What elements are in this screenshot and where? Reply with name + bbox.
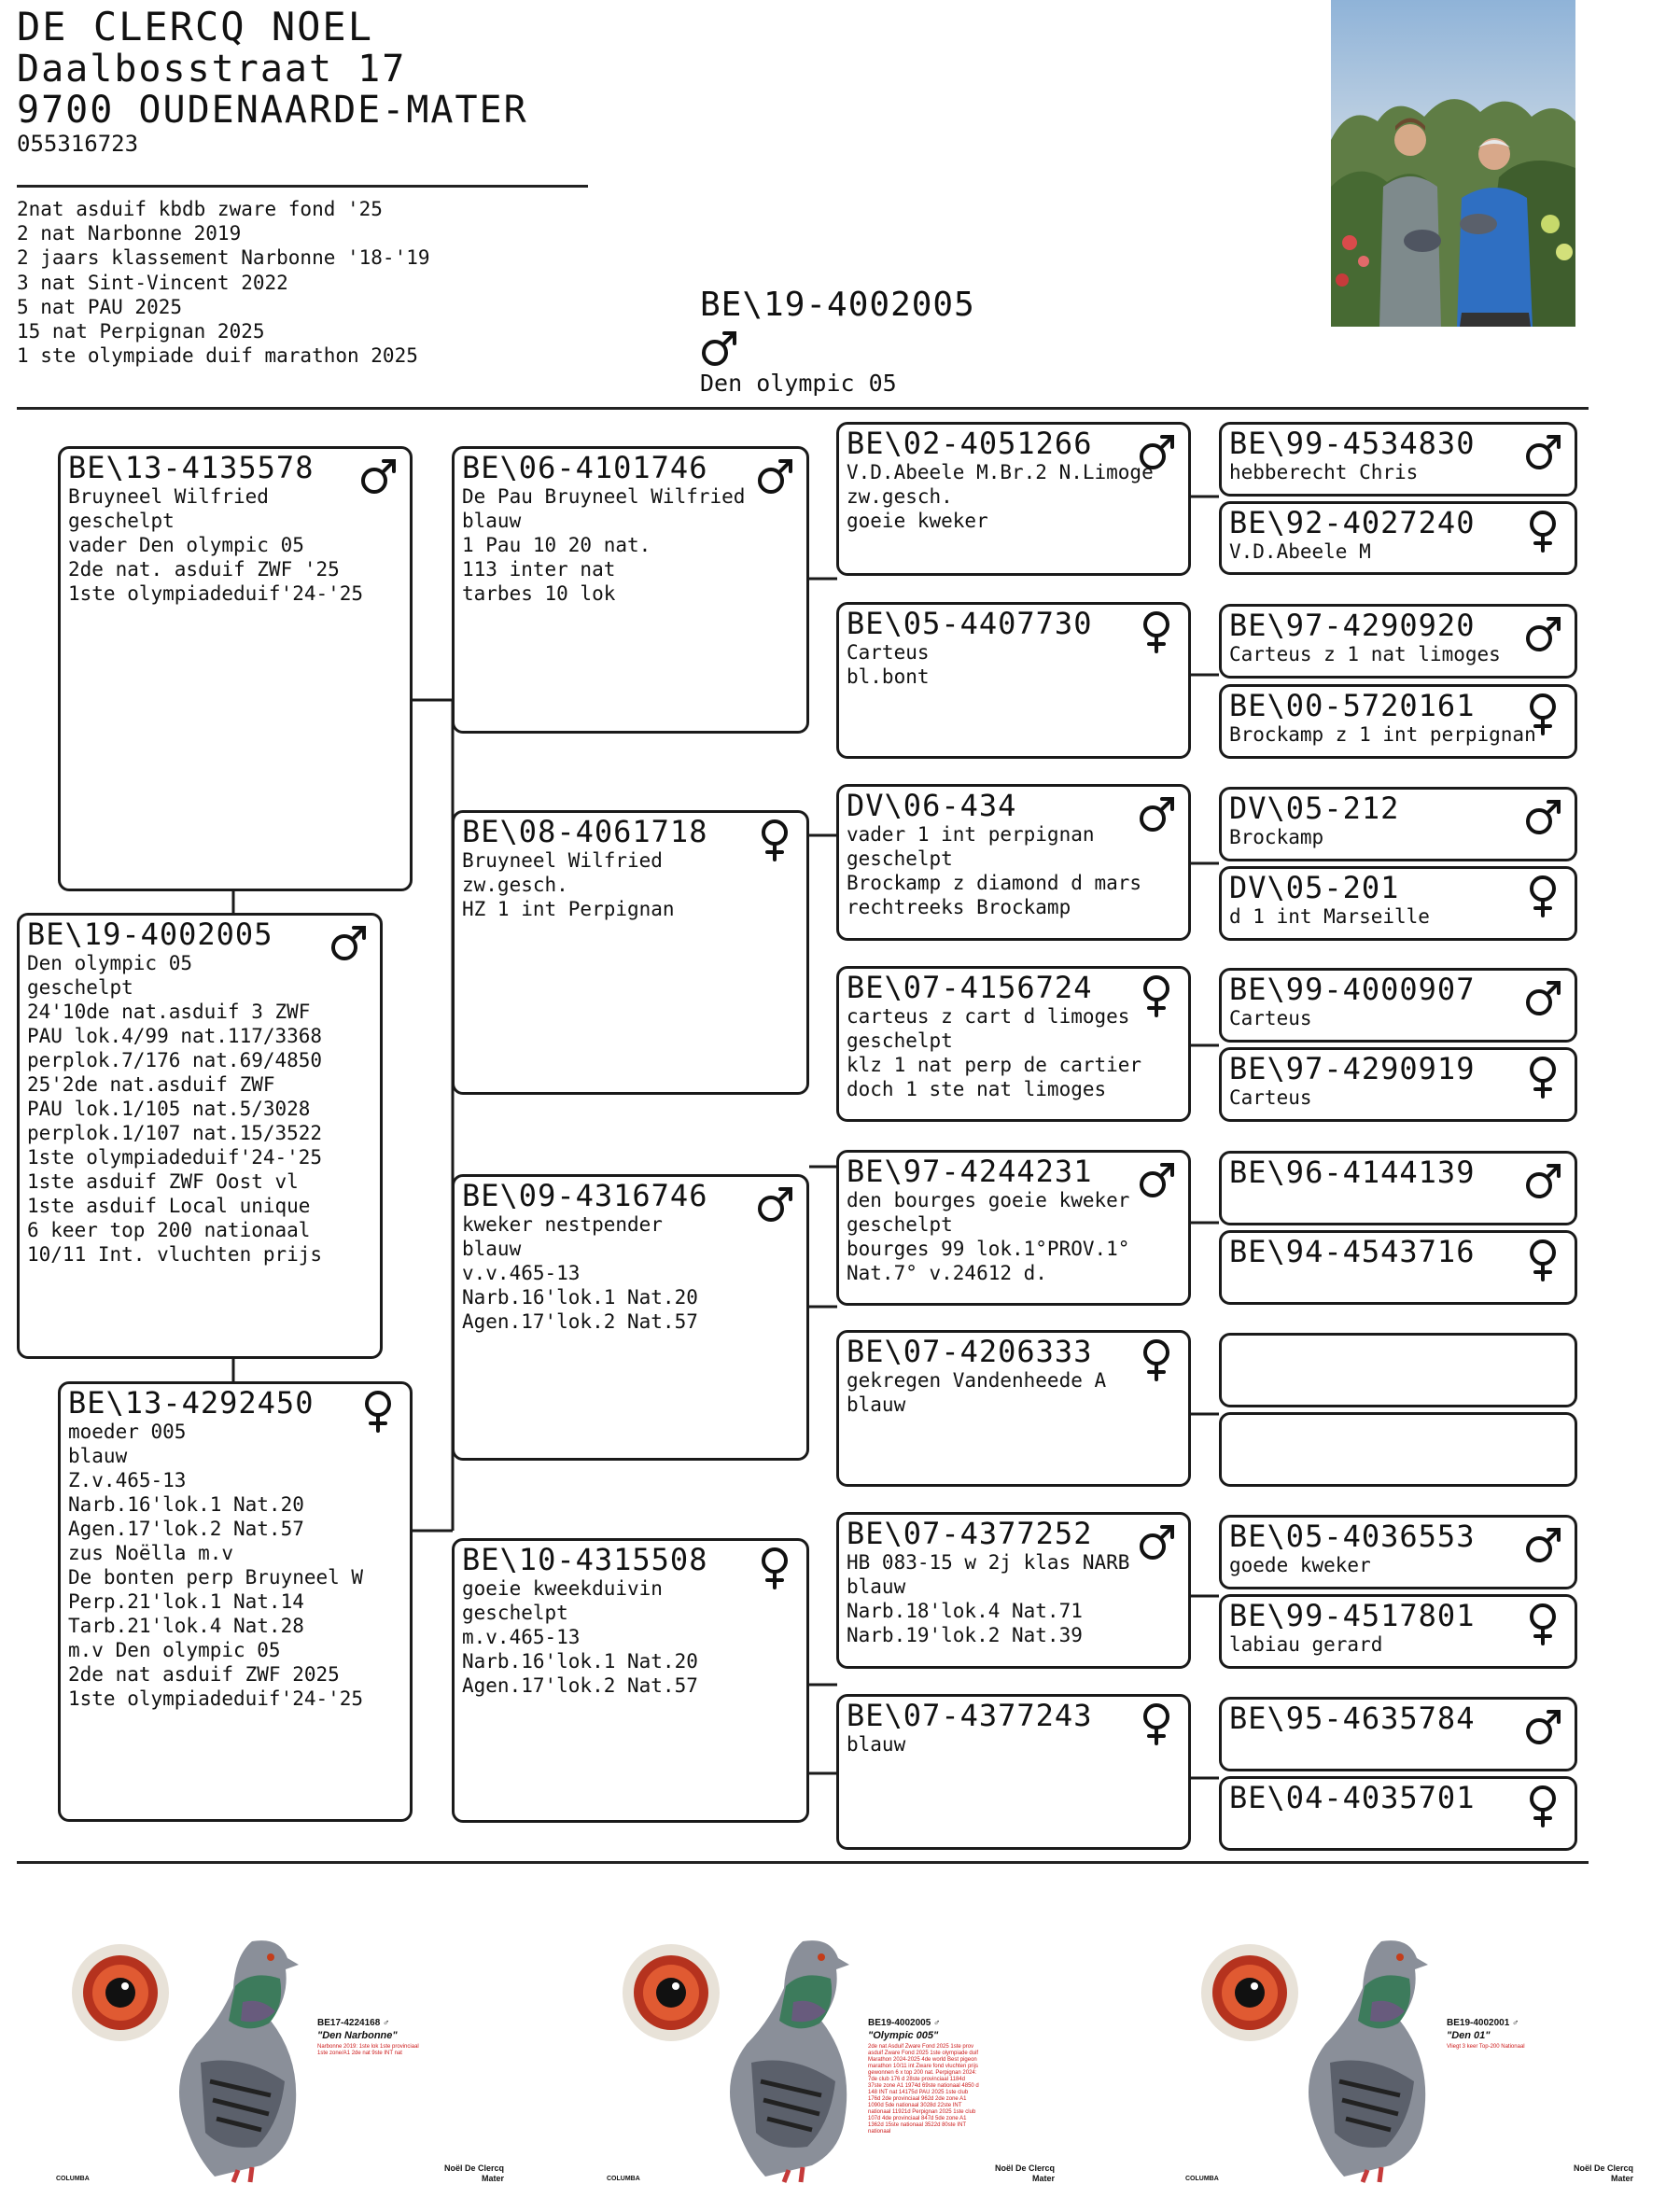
info-line: HZ 1 int Perpignan	[462, 898, 675, 920]
female-symbol-icon	[1524, 693, 1561, 735]
pedigree-box-great-grandparent	[836, 1150, 1191, 1306]
info-line: 24'10de nat.asduif 3 ZWF	[27, 1001, 311, 1023]
pedigree-box-great-great-grandparent	[1219, 1333, 1577, 1407]
pedigree-box-great-grandparent	[836, 1694, 1191, 1850]
male-symbol-icon	[756, 1183, 793, 1225]
info-line: 1ste asduif ZWF Oost vl	[27, 1170, 299, 1193]
info-line: Narb.19'lok.2 Nat.39	[847, 1624, 1083, 1646]
ring-number: BE\13-4292450	[68, 1385, 315, 1421]
info-line: 25'2de nat.asduif ZWF	[27, 1073, 275, 1096]
pedigree-box-grandparent	[452, 446, 809, 734]
info-line: Agen.17'lok.2 Nat.57	[462, 1674, 698, 1697]
ring-number: DV\06-434	[847, 788, 1017, 823]
ring-number: BE\94-4543716	[1229, 1234, 1476, 1269]
owner-city: 9700 OUDENAARDE-MATER	[17, 89, 528, 132]
info-line: 10/11 Int. vluchten prijs	[27, 1243, 323, 1266]
pedigree-box-dam	[58, 1381, 413, 1822]
subject-name: Den olympic 05	[700, 370, 897, 397]
info-line: 113 inter nat	[462, 558, 616, 581]
info-line: rechtreeks Brockamp	[847, 896, 1071, 918]
info-line: 1ste olympiadeduif'24-'25	[68, 1687, 364, 1710]
ring-number: BE\06-4101746	[462, 450, 708, 485]
info-line: V.D.Abeele M.Br.2 N.Limoge	[847, 461, 1154, 483]
info-line: tarbes 10 lok	[462, 582, 616, 605]
info-line: Brockamp z 1 int perpignan	[1229, 723, 1536, 746]
info-line: Carteus z 1 nat limoges	[1229, 643, 1501, 665]
info-line: blauw	[68, 1445, 128, 1467]
female-symbol-icon	[1524, 510, 1561, 553]
achievement-item: 5 nat PAU 2025	[17, 295, 183, 318]
card-ring-number: BE19-4002005 ♂	[868, 2018, 941, 2028]
info-line: Narb.16'lok.1 Nat.20	[462, 1286, 698, 1309]
ring-number: BE\04-4035701	[1229, 1780, 1476, 1815]
info-line: PAU lok.1/105 nat.5/3028	[27, 1098, 311, 1120]
info-line: V.D.Abeele M	[1229, 540, 1371, 563]
info-line: geschelpt	[27, 976, 133, 999]
info-line: Nat.7° v.24612 d.	[847, 1262, 1047, 1284]
info-line: vader Den olympic 05	[68, 534, 304, 556]
info-line: geschelpt	[462, 1602, 568, 1624]
card-brand-logo: COLUMBA	[56, 2176, 90, 2182]
card-ring-number: BE17-4224168 ♂	[317, 2018, 390, 2028]
info-line: zus Noëlla m.v	[68, 1542, 234, 1564]
info-line: 1ste asduif Local unique	[27, 1195, 311, 1217]
ring-number: BE\97-4244231	[847, 1154, 1093, 1189]
pedigree-box-great-great-grandparent	[1219, 1412, 1577, 1487]
info-line: 1ste olympiadeduif'24-'25	[27, 1146, 323, 1169]
pigeon-illustration	[1260, 1932, 1475, 2184]
male-symbol-icon	[1524, 430, 1561, 473]
info-line: goede kweker	[1229, 1554, 1371, 1576]
info-line: De bonten perp Bruyneel W	[68, 1566, 364, 1589]
info-line: vader 1 int perpignan	[847, 823, 1095, 846]
card-owner-label: Noël De Clercq Mater	[443, 2163, 504, 2183]
pigeon-illustration	[131, 1932, 345, 2184]
info-line: HB 083-15 w 2j klas NARB	[847, 1551, 1130, 1574]
info-line: Agen.17'lok.2 Nat.57	[68, 1518, 304, 1540]
info-line: Carteus	[847, 641, 930, 664]
info-line: Narb.16'lok.1 Nat.20	[68, 1493, 304, 1516]
pedigree-box-great-great-grandparent	[1219, 501, 1577, 575]
ring-number: BE\99-4517801	[1229, 1598, 1476, 1633]
info-line: blauw	[462, 1238, 522, 1260]
achievement-item: 15 nat Perpignan 2025	[17, 320, 265, 343]
ring-number: BE\07-4377243	[847, 1698, 1093, 1733]
info-line: Narb.16'lok.1 Nat.20	[462, 1650, 698, 1673]
pigeon-card-narbonne	[28, 1904, 551, 2193]
info-line: Brockamp z diamond d mars	[847, 872, 1142, 894]
card-brand-logo: COLUMBA	[1185, 2176, 1219, 2182]
info-line: 1ste olympiadeduif'24-'25	[68, 582, 364, 605]
ring-number: BE\99-4000907	[1229, 972, 1476, 1007]
info-line: blauw	[462, 510, 522, 532]
info-line: kweker nestpender	[462, 1213, 663, 1236]
info-line: 2de nat. asduif ZWF '25	[68, 558, 340, 581]
card-results-text: 2de nat Asduif Zware Fond 2025 1ste prov asduif Zware Fond 2025 1ste olympiade duif Marathon 2024-2025 4de world Best pigeon marathon 10/11 int Zware fond vluchten prijs gewonnen 6 x top 200 nat. Perpignan 2024: 7de club 176 d 28ste provinciaal 1184d 37ste zone A1 1974d 69ste nationaal 4850 d 148 INT nat 14175d PAU 2025 1ste club 176d 2de provinciaal 962d 2de zone A1 1090d 5de nationaal 3028d 22ste INT nationaal 11921d Perpignan 2025 1ste club 107d 4de provinciaal 847d 5de zone A1 1362d 15ste nationaal 3522d 80ste INT nationaal	[868, 2044, 979, 2135]
info-line: doch 1 ste nat limoges	[847, 1078, 1107, 1100]
info-line: geschelpt	[847, 1213, 953, 1236]
ring-number: BE\07-4377252	[847, 1516, 1093, 1551]
ring-number: BE\19-4002005	[27, 917, 273, 952]
ring-number: BE\08-4061718	[462, 814, 708, 849]
ring-number: BE\10-4315508	[462, 1542, 708, 1577]
info-line: d 1 int Marseille	[1229, 905, 1430, 928]
card-results-text: Vliegt 3 keer Top-200 Nationaal	[1447, 2044, 1525, 2050]
owner-street: Daalbosstraat 17	[17, 48, 407, 91]
female-symbol-icon	[359, 1390, 397, 1433]
ring-number: DV\05-201	[1229, 870, 1400, 905]
info-line: geschelpt	[68, 510, 175, 532]
female-symbol-icon	[1524, 1239, 1561, 1281]
info-line: carteus z cart d limoges	[847, 1005, 1130, 1028]
info-line: PAU lok.4/99 nat.117/3368	[27, 1025, 323, 1047]
ring-number: BE\97-4290920	[1229, 608, 1476, 643]
info-line: hebberecht Chris	[1229, 461, 1419, 483]
info-line: Perp.21'lok.1 Nat.14	[68, 1590, 304, 1613]
pedigree-bottom-divider	[17, 1861, 1589, 1864]
ring-number: BE\05-4407730	[847, 606, 1093, 641]
info-line: Brockamp	[1229, 826, 1324, 848]
ring-number: BE\97-4290919	[1229, 1051, 1476, 1086]
card-ring-number: BE19-4002001 ♂	[1447, 2018, 1519, 2028]
info-line: Z.v.465-13	[68, 1469, 187, 1491]
ring-number: BE\02-4051266	[847, 426, 1093, 461]
ring-number: BE\09-4316746	[462, 1178, 708, 1213]
ring-number: BE\92-4027240	[1229, 505, 1476, 540]
card-owner-label: Noël De Clercq Mater	[994, 2163, 1055, 2183]
info-line: Den olympic 05	[27, 952, 193, 974]
info-line: blauw	[847, 1575, 906, 1598]
male-symbol-icon	[1138, 430, 1175, 473]
pedigree-top-divider	[17, 407, 1589, 410]
pedigree-box-great-great-grandparent	[1219, 1230, 1577, 1305]
pedigree-box-grandparent	[452, 810, 809, 1095]
achievement-item: 1 ste olympiade duif marathon 2025	[17, 344, 418, 368]
female-symbol-icon	[756, 1547, 793, 1589]
ring-number: BE\99-4534830	[1229, 426, 1476, 461]
info-line: geschelpt	[847, 847, 953, 870]
info-line: gekregen Vandenheede A	[847, 1369, 1107, 1392]
pedigree-box-great-grandparent	[836, 966, 1191, 1122]
pedigree-box-grandparent	[452, 1538, 809, 1823]
pedigree-box-great-great-grandparent	[1219, 1594, 1577, 1669]
male-symbol-icon	[756, 455, 793, 497]
card-pigeon-name: "Den 01"	[1447, 2030, 1491, 2041]
male-symbol-icon	[1524, 976, 1561, 1019]
male-symbol-icon	[1524, 795, 1561, 838]
pedigree-box-grandparent	[452, 1174, 809, 1461]
male-symbol-icon	[1138, 1520, 1175, 1563]
subject-ring-number: BE\19-4002005	[700, 286, 975, 324]
ring-number: DV\05-212	[1229, 791, 1400, 826]
male-symbol-icon	[1524, 1523, 1561, 1566]
pedigree-box-great-grandparent	[836, 422, 1191, 576]
achievement-item: 2 nat Narbonne 2019	[17, 222, 242, 245]
pigeon-card-olympic	[579, 1904, 1101, 2193]
card-results-text: Narbonne 2019: 1ste lok 1ste provinciaal 1ste zone/A1 2de nat 9ste INT nat	[317, 2044, 419, 2056]
achievement-item: 2 jaars klassement Narbonne '18-'19	[17, 246, 430, 270]
pedigree-box-sire	[58, 446, 413, 891]
info-line: den bourges goeie kweker	[847, 1189, 1130, 1211]
info-line: labiau gerard	[1229, 1633, 1383, 1656]
achievement-item: 3 nat Sint-Vincent 2022	[17, 271, 288, 294]
female-symbol-icon	[1524, 1785, 1561, 1827]
info-line: blauw	[847, 1733, 906, 1756]
female-symbol-icon	[1524, 875, 1561, 917]
info-line: Bruyneel Wilfried	[462, 849, 663, 872]
female-symbol-icon	[1524, 1056, 1561, 1099]
info-line: Carteus	[1229, 1007, 1312, 1029]
info-line: 2de nat asduif ZWF 2025	[68, 1663, 340, 1686]
pedigree-box-great-great-grandparent	[1219, 1776, 1577, 1851]
pedigree-box-great-great-grandparent	[1219, 684, 1577, 759]
info-line: De Pau Bruyneel Wilfried	[462, 485, 746, 508]
pedigree-box-great-great-grandparent	[1219, 866, 1577, 941]
pedigree-box-great-great-grandparent	[1219, 604, 1577, 679]
info-line: v.v.465-13	[462, 1262, 581, 1284]
female-symbol-icon	[756, 819, 793, 861]
owner-photo	[1331, 0, 1575, 327]
card-owner-label: Noël De Clercq Mater	[1573, 2163, 1633, 2183]
info-line: bourges 99 lok.1°PROV.1°	[847, 1238, 1130, 1260]
pedigree-box-great-great-grandparent	[1219, 422, 1577, 497]
info-line: bl.bont	[847, 665, 930, 688]
pedigree-box-self	[17, 913, 383, 1359]
pedigree-box-great-great-grandparent	[1219, 787, 1577, 861]
info-line: geschelpt	[847, 1029, 953, 1052]
info-line: zw.gesch.	[847, 485, 953, 508]
info-line: Bruyneel Wilfried	[68, 485, 269, 508]
card-brand-logo: COLUMBA	[607, 2176, 640, 2182]
male-symbol-icon	[1524, 1705, 1561, 1748]
female-symbol-icon	[1138, 1338, 1175, 1381]
pedigree-box-great-grandparent	[836, 602, 1191, 759]
info-line: zw.gesch.	[462, 874, 568, 896]
pigeon-card-den01	[1157, 1904, 1680, 2193]
info-line: 1 Pau 10 20 nat.	[462, 534, 651, 556]
info-line: perplok.7/176 nat.69/4850	[27, 1049, 323, 1071]
pedigree-box-great-great-grandparent	[1219, 1151, 1577, 1225]
female-symbol-icon	[1138, 1702, 1175, 1745]
pigeon-illustration	[681, 1932, 896, 2184]
owner-phone: 055316723	[17, 131, 139, 157]
info-line: m.v Den olympic 05	[68, 1639, 281, 1661]
info-line: blauw	[847, 1393, 906, 1416]
info-line: Tarb.21'lok.4 Nat.28	[68, 1615, 304, 1637]
male-symbol-icon	[1524, 612, 1561, 655]
pedigree-box-great-great-grandparent	[1219, 968, 1577, 1043]
info-line: Agen.17'lok.2 Nat.57	[462, 1310, 698, 1333]
male-symbol-icon	[359, 455, 397, 497]
female-symbol-icon	[1138, 610, 1175, 653]
female-symbol-icon	[1524, 1603, 1561, 1645]
pedigree-box-great-great-grandparent	[1219, 1697, 1577, 1771]
pedigree-box-great-grandparent	[836, 784, 1191, 941]
owner-name: DE CLERCQ NOEL	[17, 4, 374, 49]
card-pigeon-name: "Den Narbonne"	[317, 2030, 398, 2041]
info-line: Narb.18'lok.4 Nat.71	[847, 1600, 1083, 1622]
ring-number: BE\13-4135578	[68, 450, 315, 485]
pedigree-box-great-great-grandparent	[1219, 1047, 1577, 1122]
male-symbol-icon	[1524, 1159, 1561, 1202]
info-line: perplok.1/107 nat.15/3522	[27, 1122, 323, 1144]
ring-number: BE\07-4156724	[847, 970, 1093, 1005]
ring-number: BE\96-4144139	[1229, 1155, 1476, 1190]
ring-number: BE\07-4206333	[847, 1334, 1093, 1369]
header-divider	[17, 185, 588, 188]
info-line: klz 1 nat perp de cartier	[847, 1054, 1142, 1076]
info-line: moeder 005	[68, 1421, 187, 1443]
info-line: goeie kweekduivin	[462, 1577, 663, 1600]
female-symbol-icon	[1138, 974, 1175, 1017]
achievement-item: 2nat asduif kbdb zware fond '25	[17, 198, 383, 220]
male-symbol-icon	[1138, 792, 1175, 835]
male-symbol-icon	[329, 921, 367, 964]
info-line: Carteus	[1229, 1086, 1312, 1109]
ring-number: BE\00-5720161	[1229, 688, 1476, 723]
card-pigeon-name: "Olympic 005"	[868, 2030, 939, 2041]
achievements-list	[17, 197, 430, 368]
pedigree-box-great-great-grandparent	[1219, 1515, 1577, 1589]
male-symbol-icon	[1138, 1158, 1175, 1201]
ring-number: BE\05-4036553	[1229, 1519, 1476, 1554]
info-line: 6 keer top 200 nationaal	[27, 1219, 311, 1241]
pedigree-box-great-grandparent	[836, 1512, 1191, 1669]
pedigree-box-great-grandparent	[836, 1330, 1191, 1487]
male-symbol-icon	[700, 327, 737, 370]
ring-number: BE\95-4635784	[1229, 1701, 1476, 1736]
info-line: goeie kweker	[847, 510, 988, 532]
info-line: m.v.465-13	[462, 1626, 581, 1648]
